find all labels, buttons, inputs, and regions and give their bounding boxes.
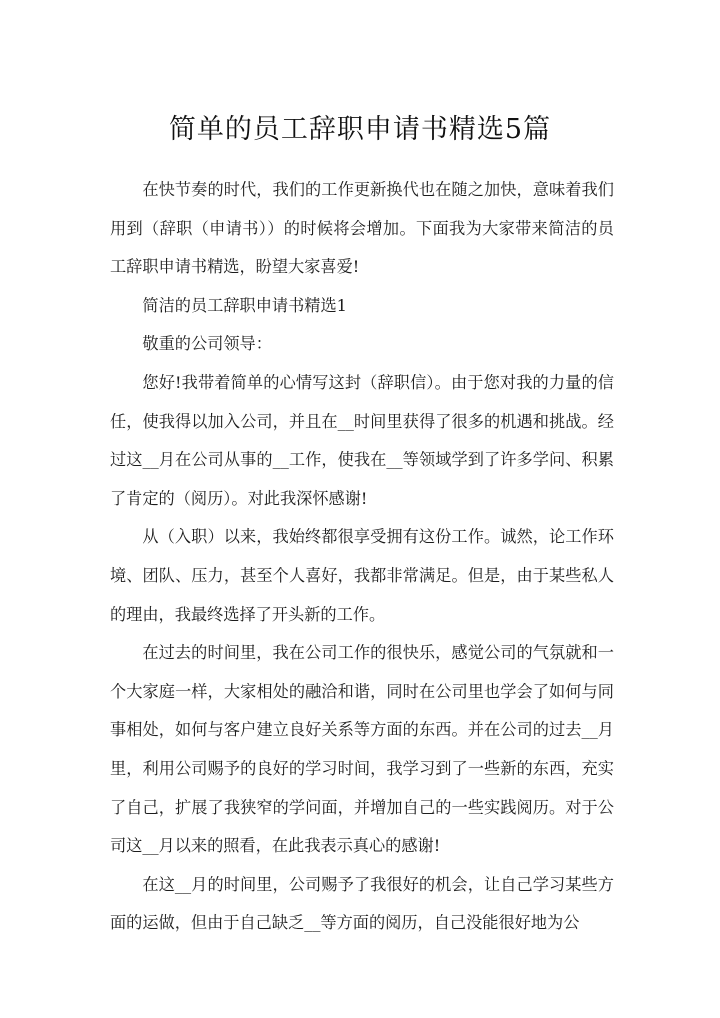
letter-salutation: 敬重的公司领导：	[142, 334, 272, 354]
paragraph: 在过去的时间里，我在公司工作的很快乐，感觉公司的气氛就和一个大家庭一样，大家相处的融洽和谐，同时在公司里也学会了如何与同事相处，如何与客户建立良好关系等方面的东西。并在公司的过去__月里，利用公司赐予的良好的学习时间，我学习到了一些新的东西，充实了自己，扩展了我狭窄的学问面，并增加自己的一些实践阅历。对于公司这__月以来的照看，在此我表示真心的感谢!	[110, 643, 614, 856]
paragraph: 在这__月的时间里，公司赐予了我很好的机会，让自己学习某些方面的运做，但由于自己缺乏__等方面的阅历，自己没能很好地为公	[110, 874, 614, 933]
paragraph: 您好!我带着简单的心情写这封（辞职信）。由于您对我的力量的信任，使我得以加入公司，并且在__时间里获得了很多的机遇和挑战。经过这__月在公司从事的__工作，使我在__等领域学到了许多学问、积累了肯定的（阅历）。对此我深怀感谢!	[110, 372, 614, 508]
paragraph-intro: 在快节奏的时代，我们的工作更新换代也在随之加快，意味着我们用到（辞职（申请书））的时候将会增加。下面我为大家带来简洁的员工辞职申请书精选，盼望大家喜爱!	[110, 180, 614, 277]
section-heading: 简洁的员工辞职申请书精选1	[142, 295, 347, 315]
document-body	[110, 171, 614, 943]
document-title: 简单的员工辞职申请书精选5篇	[168, 114, 552, 145]
paragraph: 从（入职）以来，我始终都很享受拥有这份工作。诚然，论工作环境、团队、压力，甚至个人喜好，我都非常满足。但是，由于某些私人的理由，我最终选择了开头新的工作。	[110, 527, 614, 624]
